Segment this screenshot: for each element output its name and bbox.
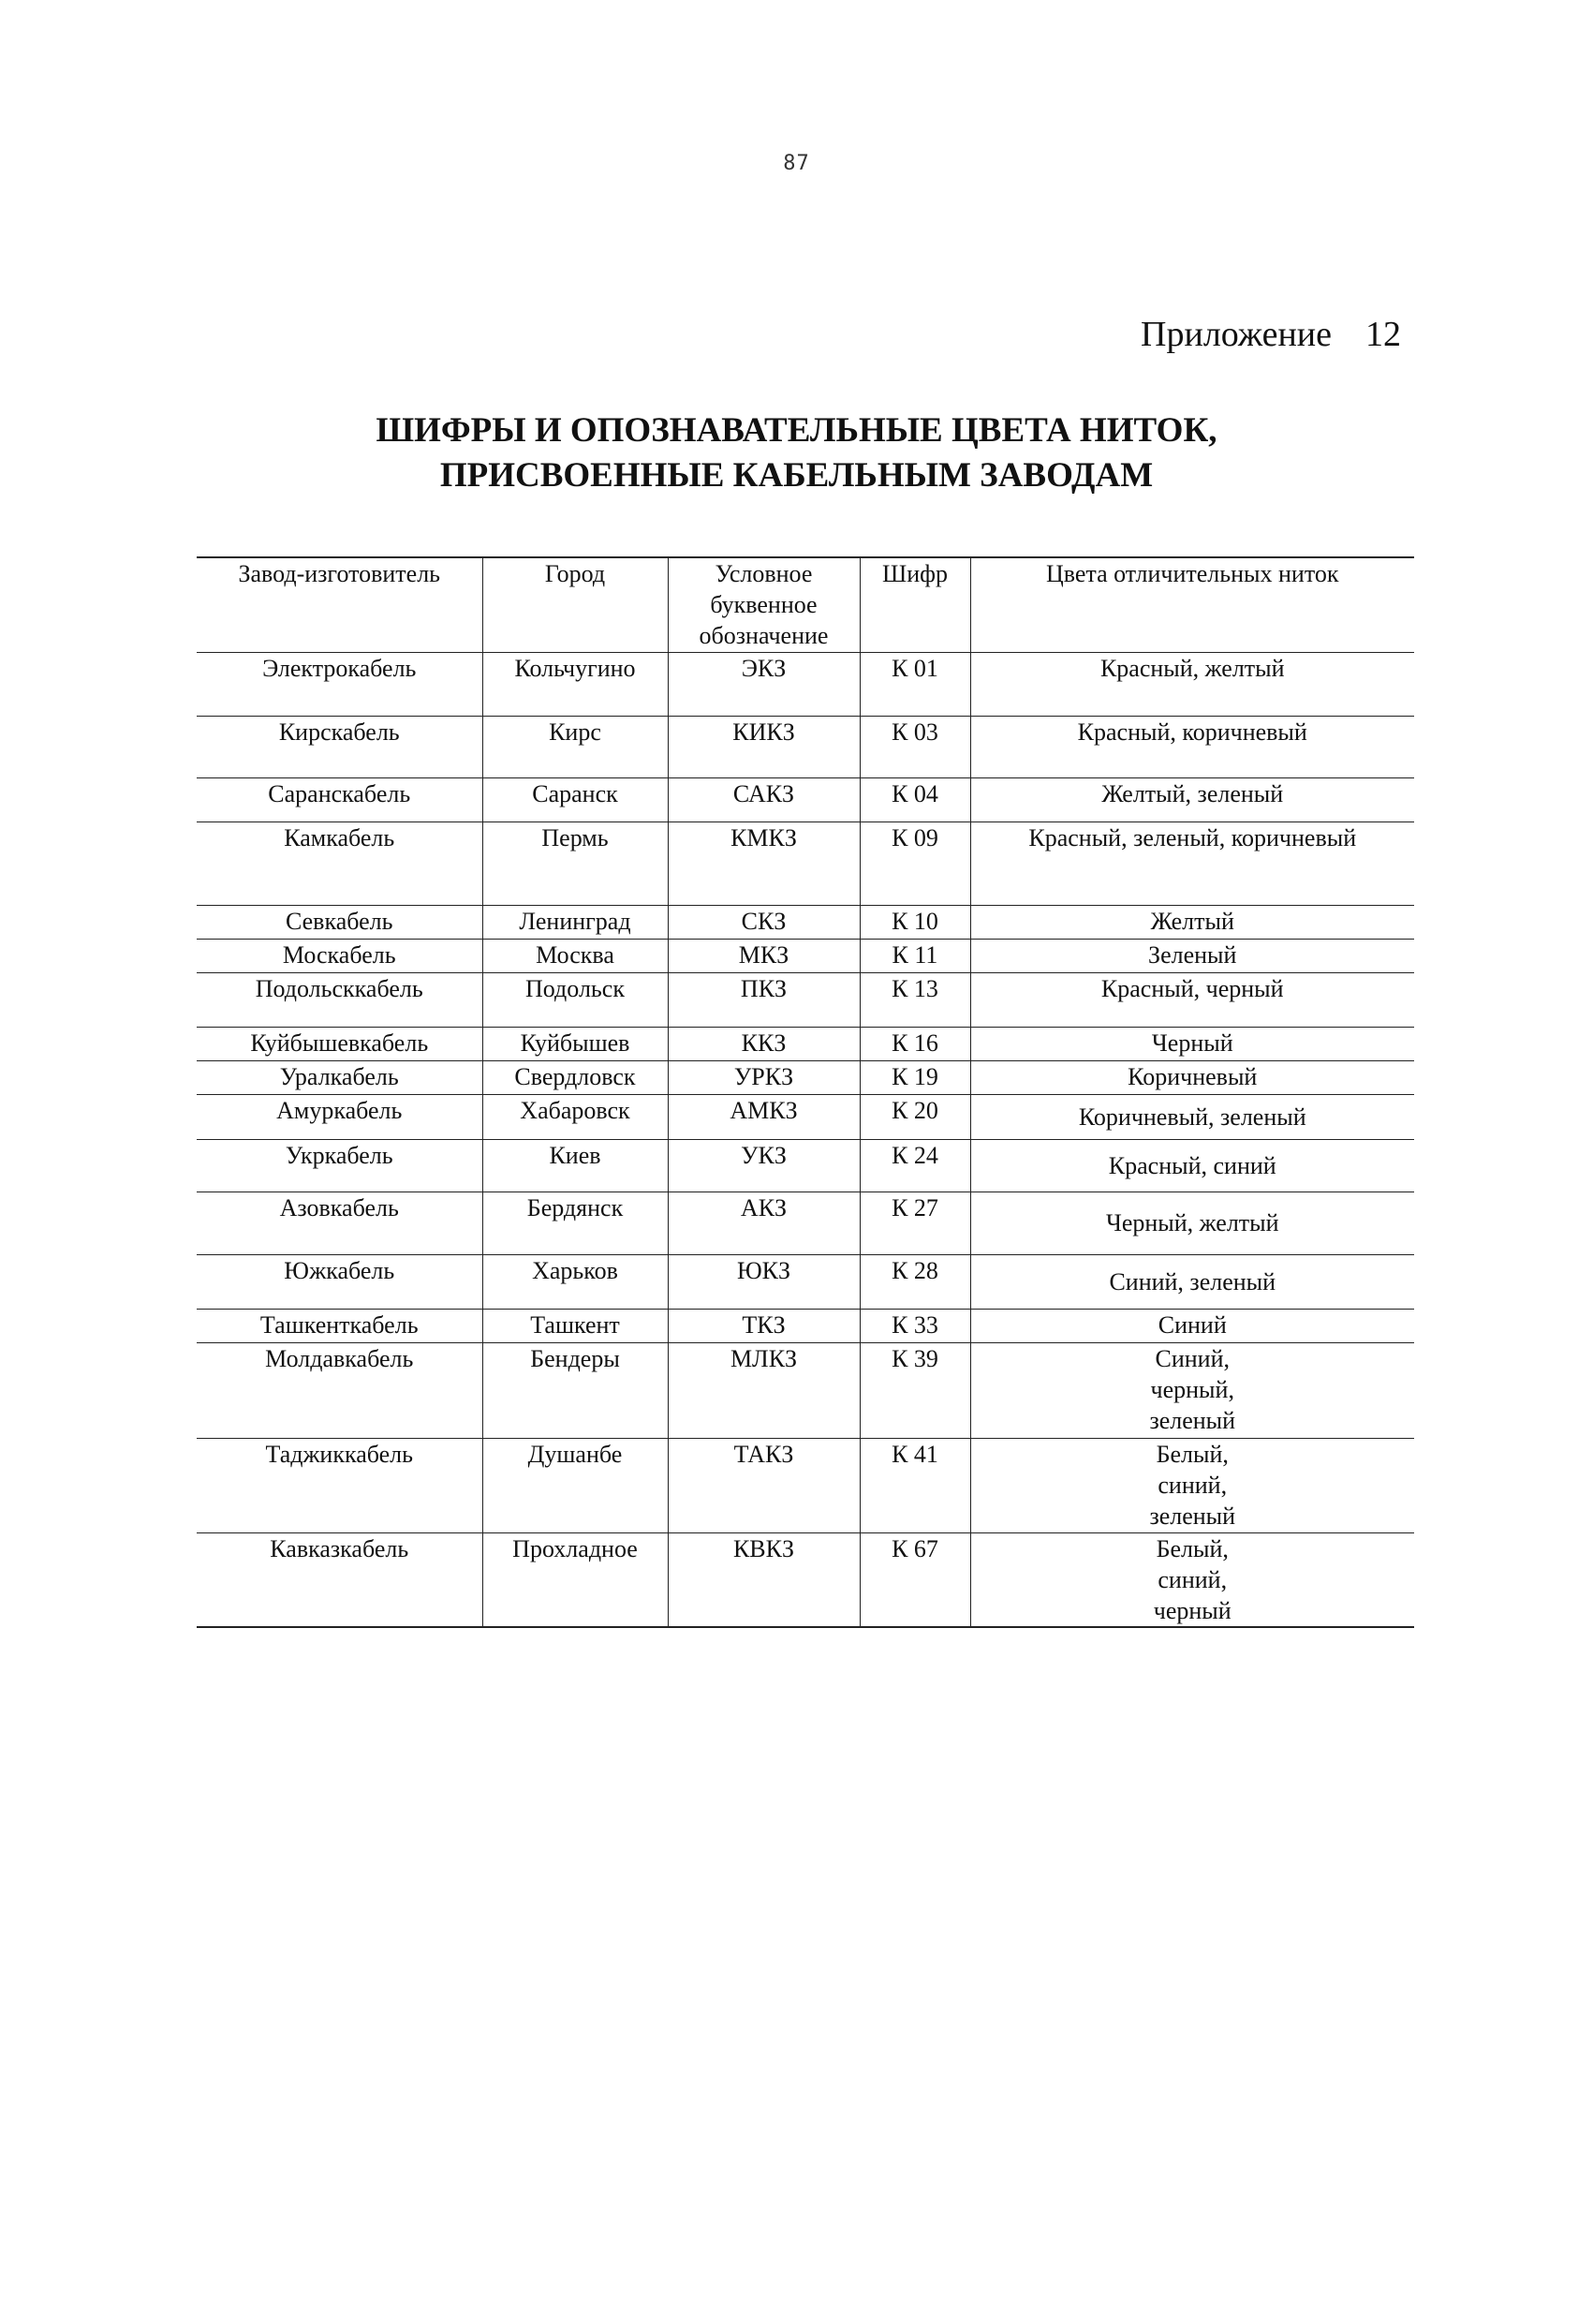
cell-code: К 01 — [860, 652, 970, 716]
cell-plant: Севкабель — [197, 905, 482, 939]
cell-city: Кольчугино — [482, 652, 668, 716]
table-row — [197, 652, 1414, 716]
cell-code: К 13 — [860, 972, 970, 1027]
cell-city: Бендеры — [482, 1342, 668, 1438]
table-row — [197, 1342, 1414, 1438]
cell-city: Ленинград — [482, 905, 668, 939]
cell-code: К 33 — [860, 1309, 970, 1342]
cell-abbreviation: ТКЗ — [668, 1309, 860, 1342]
cell-plant: Азовкабель — [197, 1192, 482, 1254]
header-plant: Завод-изготовитель — [197, 557, 482, 652]
cell-colors: Красный, коричневый — [970, 716, 1414, 777]
cell-city: Куйбышев — [482, 1027, 668, 1060]
cell-code: К 09 — [860, 822, 970, 905]
cell-abbreviation: УРКЗ — [668, 1060, 860, 1094]
cell-city: Киев — [482, 1139, 668, 1192]
cell-colors: Коричневый, зеленый — [970, 1094, 1414, 1139]
table-row — [197, 1027, 1414, 1060]
cell-code: К 03 — [860, 716, 970, 777]
cell-city: Саранск — [482, 777, 668, 822]
appendix-number: 12 — [1365, 315, 1401, 354]
cell-code: К 24 — [860, 1139, 970, 1192]
cell-plant: Камкабель — [197, 822, 482, 905]
cell-plant: Кирскабель — [197, 716, 482, 777]
cell-city: Хабаровск — [482, 1094, 668, 1139]
cell-abbreviation: КИКЗ — [668, 716, 860, 777]
cell-plant: Ташкенткабель — [197, 1309, 482, 1342]
cell-code: К 11 — [860, 939, 970, 972]
cell-colors: Черный — [970, 1027, 1414, 1060]
table-row — [197, 905, 1414, 939]
cell-colors: Белый, синий, зеленый — [970, 1438, 1414, 1532]
cell-abbreviation: ПКЗ — [668, 972, 860, 1027]
cell-colors: Красный, черный — [970, 972, 1414, 1027]
cell-code: К 39 — [860, 1342, 970, 1438]
title-line-2: ПРИСВОЕННЫЕ КАБЕЛЬНЫМ ЗАВОДАМ — [439, 456, 1154, 495]
cell-plant: Южкабель — [197, 1254, 482, 1309]
cell-abbreviation: ЭКЗ — [668, 652, 860, 716]
cell-city: Бердянск — [482, 1192, 668, 1254]
table-row — [197, 1254, 1414, 1309]
cell-abbreviation: МКЗ — [668, 939, 860, 972]
cell-city: Прохладное — [482, 1532, 668, 1627]
cell-plant: Куйбышевкабель — [197, 1027, 482, 1060]
cell-colors: Желтый — [970, 905, 1414, 939]
cell-plant: Укркабель — [197, 1139, 482, 1192]
cell-colors: Белый, синий, черный — [970, 1532, 1414, 1627]
cell-code: К 27 — [860, 1192, 970, 1254]
table-row — [197, 1438, 1414, 1532]
cell-code: К 67 — [860, 1532, 970, 1627]
cell-abbreviation: САКЗ — [668, 777, 860, 822]
cell-code: К 04 — [860, 777, 970, 822]
cell-abbreviation: КВКЗ — [668, 1532, 860, 1627]
cell-plant: Кавказкабель — [197, 1532, 482, 1627]
table-header-row — [197, 557, 1414, 652]
cell-plant: Саранскабель — [197, 777, 482, 822]
cell-abbreviation: МЛКЗ — [668, 1342, 860, 1438]
header-abbreviation: Условное буквенное обозначение — [668, 557, 860, 652]
cell-code: К 16 — [860, 1027, 970, 1060]
table-row — [197, 1192, 1414, 1254]
cell-abbreviation: УКЗ — [668, 1139, 860, 1192]
cell-city: Кирс — [482, 716, 668, 777]
cell-code: К 20 — [860, 1094, 970, 1139]
cell-abbreviation: АКЗ — [668, 1192, 860, 1254]
cell-city: Свердловск — [482, 1060, 668, 1094]
cell-code: К 19 — [860, 1060, 970, 1094]
cell-colors: Синий, зеленый — [970, 1254, 1414, 1309]
table-row — [197, 777, 1414, 822]
cell-code: К 28 — [860, 1254, 970, 1309]
cell-colors: Красный, синий — [970, 1139, 1414, 1192]
cell-plant: Электрокабель — [197, 652, 482, 716]
cell-code: К 10 — [860, 905, 970, 939]
cell-colors: Синий — [970, 1309, 1414, 1342]
cell-city: Пермь — [482, 822, 668, 905]
cell-plant: Уралкабель — [197, 1060, 482, 1094]
cell-city: Москва — [482, 939, 668, 972]
table-row — [197, 1532, 1414, 1627]
table-row — [197, 822, 1414, 905]
table-row — [197, 1309, 1414, 1342]
page-title — [0, 408, 1593, 498]
cell-city: Ташкент — [482, 1309, 668, 1342]
appendix-word: Приложение — [1141, 315, 1332, 354]
table-row — [197, 1094, 1414, 1139]
cell-code: К 41 — [860, 1438, 970, 1532]
appendix-label — [1141, 314, 1401, 355]
table-row — [197, 939, 1414, 972]
header-city: Город — [482, 557, 668, 652]
table-row — [197, 1060, 1414, 1094]
cell-plant: Подольсккабель — [197, 972, 482, 1027]
cell-abbreviation: АМКЗ — [668, 1094, 860, 1139]
cell-colors: Красный, зеленый, коричневый — [970, 822, 1414, 905]
header-code: Шифр — [860, 557, 970, 652]
cable-plants-table — [197, 556, 1414, 1628]
header-colors: Цвета отличительных ниток — [970, 557, 1414, 652]
cell-colors: Черный, желтый — [970, 1192, 1414, 1254]
cell-colors: Коричневый — [970, 1060, 1414, 1094]
table-row — [197, 1139, 1414, 1192]
cell-abbreviation: ККЗ — [668, 1027, 860, 1060]
cell-city: Харьков — [482, 1254, 668, 1309]
cell-colors: Красный, желтый — [970, 652, 1414, 716]
cell-abbreviation: ЮКЗ — [668, 1254, 860, 1309]
cell-plant: Таджиккабель — [197, 1438, 482, 1532]
title-line-1: ШИФРЫ И ОПОЗНАВАТЕЛЬНЫЕ ЦВЕТА НИТОК, — [376, 411, 1217, 450]
cell-colors: Желтый, зеленый — [970, 777, 1414, 822]
cell-plant: Амуркабель — [197, 1094, 482, 1139]
cell-colors: Синий, черный, зеленый — [970, 1342, 1414, 1438]
cell-abbreviation: СКЗ — [668, 905, 860, 939]
cell-plant: Молдавкабель — [197, 1342, 482, 1438]
page-number: 87 — [783, 152, 810, 175]
cell-city: Подольск — [482, 972, 668, 1027]
cell-abbreviation: КМКЗ — [668, 822, 860, 905]
cell-plant: Москабель — [197, 939, 482, 972]
cell-city: Душанбе — [482, 1438, 668, 1532]
table-row — [197, 716, 1414, 777]
cell-abbreviation: ТАКЗ — [668, 1438, 860, 1532]
table-row — [197, 972, 1414, 1027]
cell-colors: Зеленый — [970, 939, 1414, 972]
